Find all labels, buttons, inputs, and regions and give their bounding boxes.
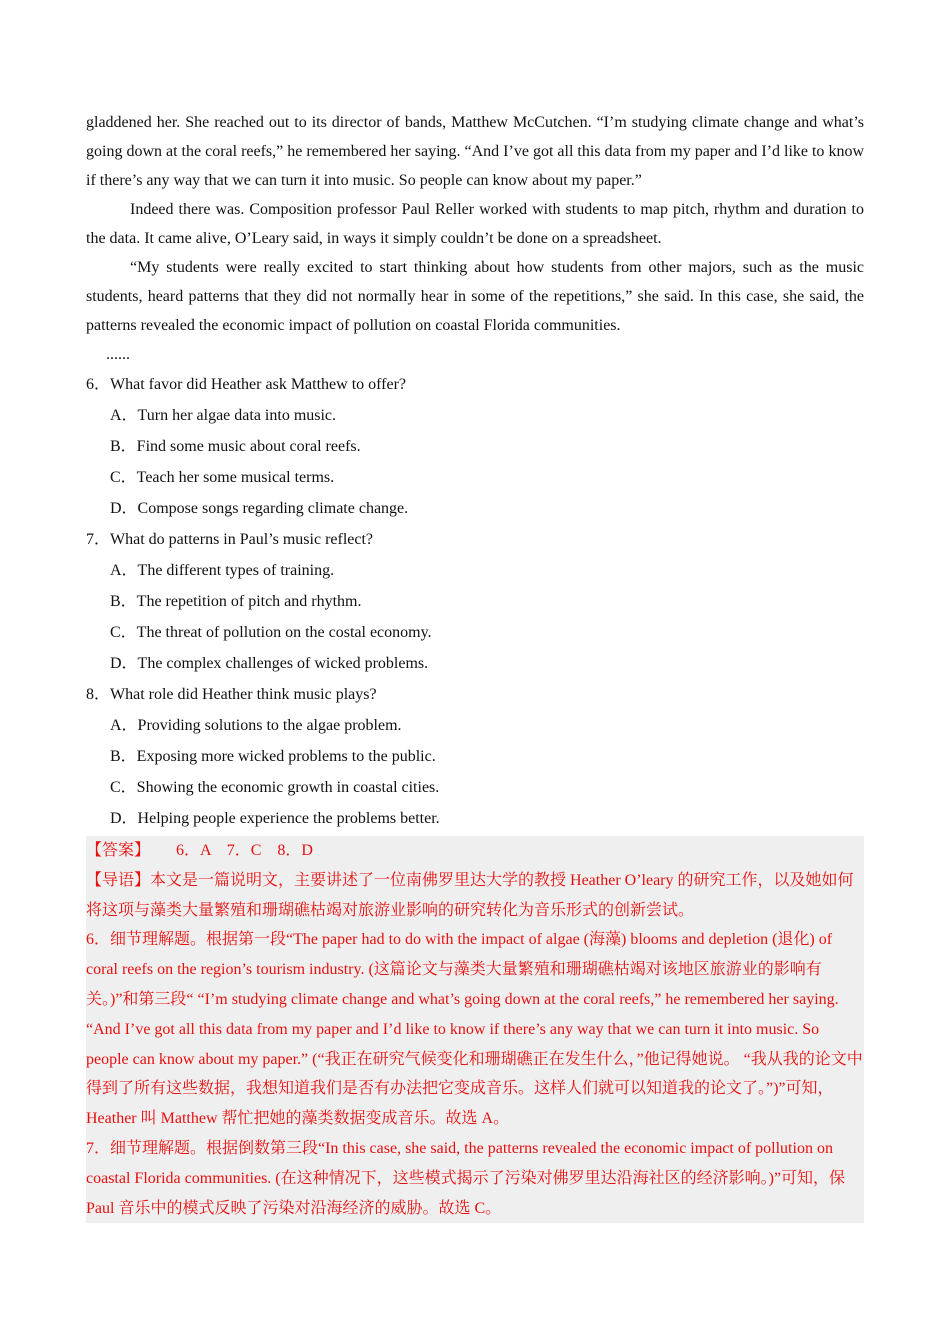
option-b: B．Find some music about coral reefs. bbox=[110, 438, 361, 455]
option-a: A．Providing solutions to the algae problem. bbox=[110, 717, 402, 734]
question-stem: 8．What role did Heather think music plays? bbox=[86, 686, 377, 703]
intro-paragraph bbox=[86, 866, 864, 926]
question-stem: 6．What favor did Heather ask Matthew to offer? bbox=[86, 376, 407, 393]
question-stem: 7．What do patterns in Paul’s music reflect? bbox=[86, 531, 374, 548]
document-page bbox=[86, 108, 864, 1223]
option-c: C．Showing the economic growth in coastal cities. bbox=[110, 779, 440, 796]
passage-ellipsis: ...... bbox=[106, 346, 130, 363]
answer-values: 6．A 7．C 8．D bbox=[176, 842, 313, 859]
question-7 bbox=[86, 524, 864, 679]
explanation-6: 6．细节理解题。根据第一段“The paper had to do with the impact of algae (海藻) blooms and depletion (退化) of coral reefs on the region’s tourism industry. (这篇论文与藻类大量繁殖和珊瑚礁枯竭对该地区旅游业的影响有关。)”和第三段“ “I’m studying climate change and what’s going down at the coral reefs,” he remembered her saying. “And I’ve got all this data from my paper and I’d like to know if there’s any way that we can turn it into music. So people can know about my paper.” (“我正在研究气候变化和珊瑚礁正在发生什么，”他记得她说。 “我从我的论文中得到了所有这些数据，我想知道我们是否有办法把它变成音乐。这样人们就可以知道我的论文了。”)”可知，Heather 叫 Matthew 帮忙把她的藻类数据变成音乐。故选 A。 bbox=[86, 931, 863, 1128]
option-b: B．The repetition of pitch and rhythm. bbox=[110, 593, 362, 610]
option-b: B．Exposing more wicked problems to the public. bbox=[110, 748, 436, 765]
option-a: A．Turn her algae data into music. bbox=[110, 407, 337, 424]
question-8 bbox=[86, 679, 864, 834]
answer-label: 【答案】 bbox=[86, 842, 151, 859]
passage-paragraph-1: gladdened her. She reached out to its director of bands, Matthew McCutchen. “I’m studying climate change and what’s going down at the coral reefs,” he remembered her saying. “And I’ve got all this data from my paper and I’d like to know if there’s any way that we can turn it into music. So people can know about my paper.” bbox=[86, 114, 864, 189]
option-d: D．The complex challenges of wicked problems. bbox=[110, 655, 429, 672]
answer-line bbox=[86, 836, 864, 866]
option-d: D．Compose songs regarding climate change. bbox=[110, 500, 409, 517]
passage-paragraph-2: Indeed there was. Composition professor Paul Reller worked with students to map pitch, rhythm and duration to the data. It came alive, O’Leary said, in ways it simply couldn’t be done on a spreadsheet. bbox=[86, 201, 864, 247]
option-c: C．The threat of pollution on the costal economy. bbox=[110, 624, 432, 641]
option-c: C．Teach her some musical terms. bbox=[110, 469, 335, 486]
answer-section bbox=[86, 836, 864, 1223]
intro-text: 本文是一篇说明文，主要讲述了一位南佛罗里达大学的教授 Heather O’leary 的研究工作，以及她如何将这项与藻类大量繁殖和珊瑚礁枯竭对旅游业影响的研究转化为音乐形式的创新尝试。 bbox=[86, 871, 854, 919]
option-d: D．Helping people experience the problems better. bbox=[110, 810, 440, 827]
explanation-7: 7．细节理解题。根据倒数第三段“In this case, she said, the patterns revealed the economic impact of pollution on coastal Florida communities. (在这种情况下，这些模式揭示了污染对佛罗里达沿海社区的经济影响。)”可知，保 Paul 音乐中的模式反映了污染对沿海经济的威胁。故选 C。 bbox=[86, 1139, 846, 1217]
passage-paragraph-3: “My students were really excited to start thinking about how students from other majors, such as the music students, heard patterns that they did not normally hear in some of the repetitions,” she said. In this case, she said, the patterns revealed the economic impact of pollution on coastal Florida communities. bbox=[86, 259, 864, 334]
intro-label: 【导语】 bbox=[86, 871, 151, 889]
question-6 bbox=[86, 369, 864, 524]
option-a: A．The different types of training. bbox=[110, 562, 335, 579]
